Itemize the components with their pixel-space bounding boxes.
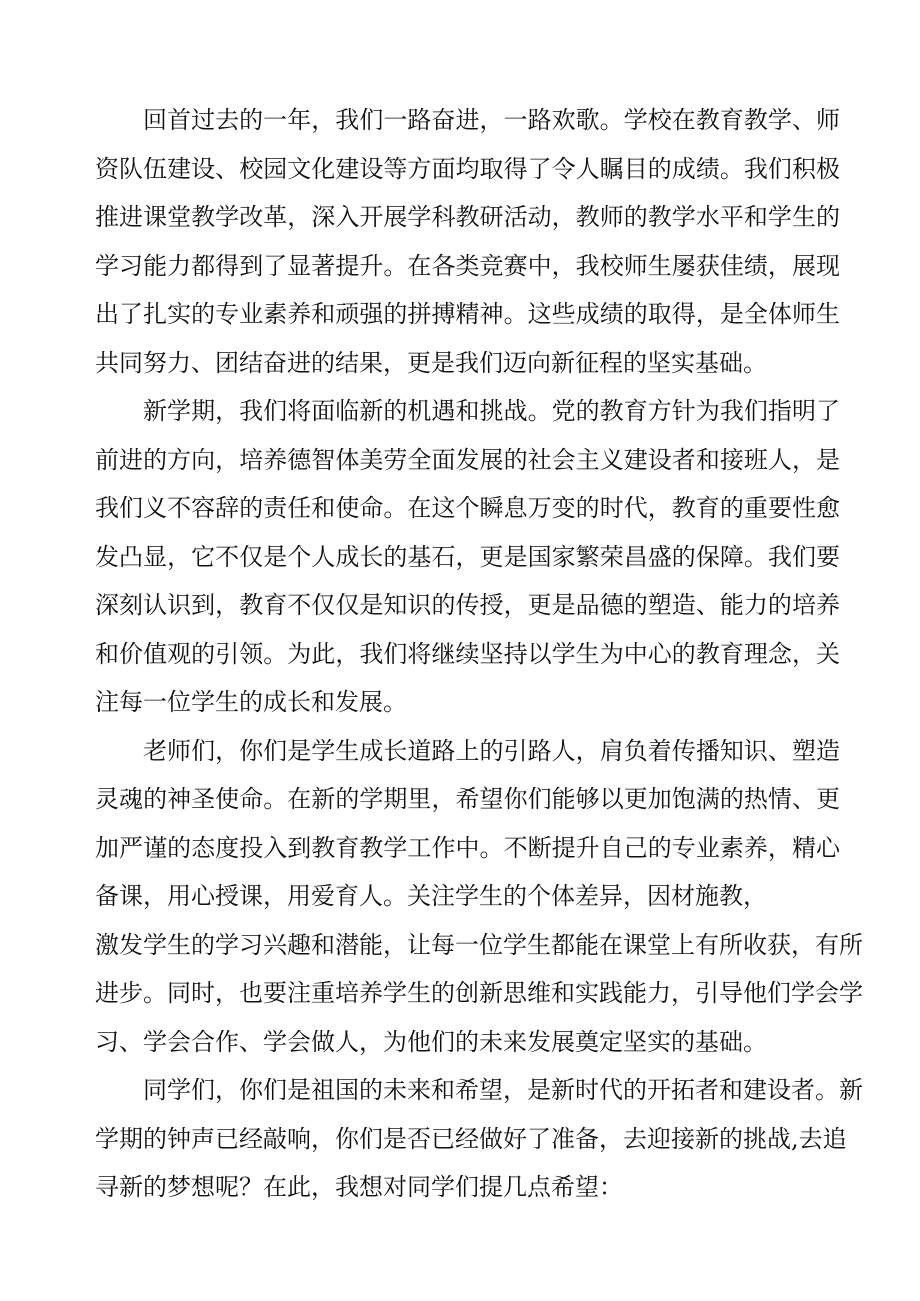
paragraph-line: 学习能力都得到了显著提升。在各类竞赛中，我校师生屡获佳绩，展现 [95, 251, 840, 280]
paragraph-line: 前进的方向，培养德智体美劳全面发展的社会主义建设者和接班人，是 [95, 445, 840, 474]
paragraph-line: 深刻认识到，教育不仅仅是知识的传授，更是品德的塑造、能力的培养 [95, 591, 840, 619]
paragraph-line: 激发学生的学习兴趣和潜能，让每一位学生都能在课堂上有所收获，有所 [95, 930, 863, 959]
paragraph-line: 出了扎实的专业素养和顽强的拼搏精神。这些成绩的取得，是全体师生 [95, 300, 840, 328]
paragraph-review [95, 96, 840, 387]
paragraph-line: 资队伍建设、校园文化建设等方面均取得了令人瞩目的成绩。我们积极 [95, 154, 840, 183]
paragraph-line: 我们义不容辞的责任和使命。在这个瞬息万变的时代，教育的重要性愈 [95, 494, 840, 522]
paragraph-teachers [95, 727, 863, 1067]
paragraph-line: 加严谨的态度投入到教育教学工作中。不断提升自己的专业素养，精心 [95, 833, 840, 862]
paragraph-line: 和价值观的引领。为此，我们将继续坚持以学生为中心的教育理念，关 [95, 639, 840, 668]
paragraph-line: 学期的钟声已经敲响，你们是否已经做好了准备，去迎接新的挑战,去追 [95, 1124, 847, 1153]
document-body [95, 96, 863, 1212]
paragraph-line: 发凸显，它不仅是个人成长的基石，更是国家繁荣昌盛的保障。我们要 [95, 542, 840, 571]
paragraph-line: 注每一位学生的成长和发展。 [95, 688, 407, 716]
paragraph-line: 同学们，你们是祖国的未来和希望，是新时代的开拓者和建设者。新 [143, 1076, 863, 1104]
paragraph-line: 习、学会合作、学会做人，为他们的未来发展奠定坚实的基础。 [95, 1027, 767, 1056]
paragraph-line: 共同努力、团结奋进的结果，更是我们迈向新征程的坚实基础。 [95, 348, 767, 377]
paragraph-line: 进步。同时，也要注重培养学生的创新思维和实践能力，引导他们学会学 [95, 979, 863, 1007]
paragraph-line: 推进课堂教学改革，深入开展学科教研活动，教师的教学水平和学生的 [95, 203, 840, 231]
paragraph-line: 回首过去的一年，我们一路奋进，一路欢歌。学校在教育教学、师 [143, 106, 840, 134]
paragraph-new-semester [95, 387, 840, 727]
paragraph-line: 老师们，你们是学生成长道路上的引路人，肩负着传播知识、塑造 [143, 736, 840, 765]
paragraph-line: 备课，用心授课，用爱育人。关注学生的个体差异，因材施教， [95, 882, 767, 910]
paragraph-line: 灵魂的神圣使命。在新的学期里，希望你们能够以更加饱满的热情、更 [95, 785, 840, 813]
paragraph-line: 新学期，我们将面临新的机遇和挑战。党的教育方针为我们指明了 [143, 397, 840, 425]
paragraph-line: 寻新的梦想呢？在此，我想对同学们提几点希望： [95, 1173, 623, 1201]
paragraph-students [95, 1066, 863, 1212]
